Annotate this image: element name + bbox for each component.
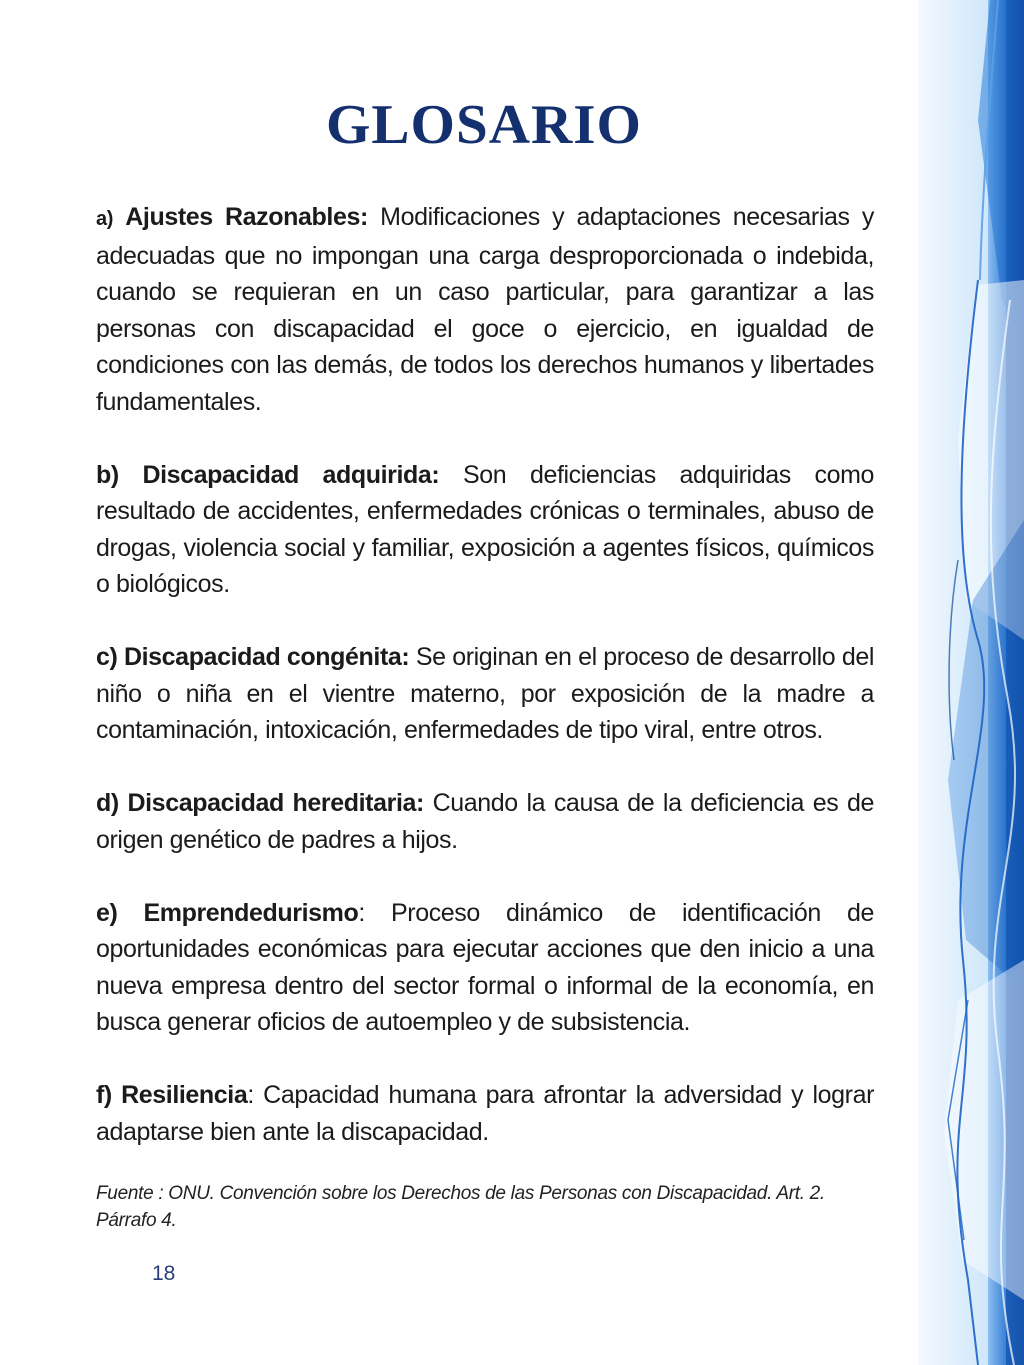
entry-definition: : Proceso dinámico de identificación de oportunidades económicas para ejecutar acciones que den inicio a una nueva empresa dentro del sector formal o informal de la economía, en busca generar oficios de autoempleo y de subsistencia. — [96, 898, 874, 1036]
glossary-entry-emprendedurismo — [96, 895, 874, 1041]
glossary-body — [96, 199, 874, 1150]
glossary-entry-discapacidad-adquirida — [96, 457, 874, 603]
glossary-entry-discapacidad-hereditaria — [96, 785, 874, 858]
source-citation: Fuente : ONU. Convención sobre los Derechos de las Personas con Discapacidad. Art. 2. Párrafo 4. — [96, 1183, 825, 1231]
ribbon-graphic — [918, 0, 1024, 1365]
entry-definition: Cuando la causa de la deficiencia es de origen genético de padres a hijos. — [96, 789, 874, 854]
glossary-entry-ajustes-razonables — [96, 199, 874, 420]
entry-definition: : Capacidad humana para afrontar la adversidad y lograr adaptarse bien ante la discapacidad. — [96, 1081, 874, 1146]
entry-term: d) Discapacidad hereditaria: — [96, 789, 424, 817]
entry-term: c) Discapacidad congénita: — [96, 643, 410, 671]
glossary-entry-resiliencia — [96, 1077, 874, 1150]
entry-term: b) Discapacidad adquirida: — [96, 460, 440, 489]
entry-definition: Son deficiencias adquiridas como resultado de accidentes, enfermedades crónicas o terminales, abuso de drogas, violencia social y familiar, exposición a agentes físicos, químicos o biológicos. — [96, 460, 875, 598]
page-title: GLOSARIO — [325, 94, 643, 156]
entry-letter: a) — [96, 208, 113, 230]
entry-term: Ajustes Razonables: — [125, 203, 368, 231]
entry-term: e) Emprendedurismo — [96, 898, 359, 927]
entry-definition: Modificaciones y adaptaciones necesarias y adecuadas que no impongan una carga desproporcionada o indebida, cuando se requieran en un caso particular, para garantizar a las personas con discapacidad el goce o ejercicio, en igualdad de condiciones con las demás, de todos los derechos humanos y libertades fundamentales. — [96, 203, 874, 416]
entry-term: f) Resiliencia — [96, 1081, 248, 1109]
page-number: 18 — [152, 1262, 176, 1285]
glossary-entry-discapacidad-congenita — [96, 639, 874, 749]
decorative-ribbon — [918, 0, 1024, 1365]
entry-definition: Se originan en el proceso de desarrollo del niño o niña en el vientre materno, por exposición de la madre a contaminación, intoxicación, enfermedades de tipo viral, entre otros. — [96, 643, 875, 744]
